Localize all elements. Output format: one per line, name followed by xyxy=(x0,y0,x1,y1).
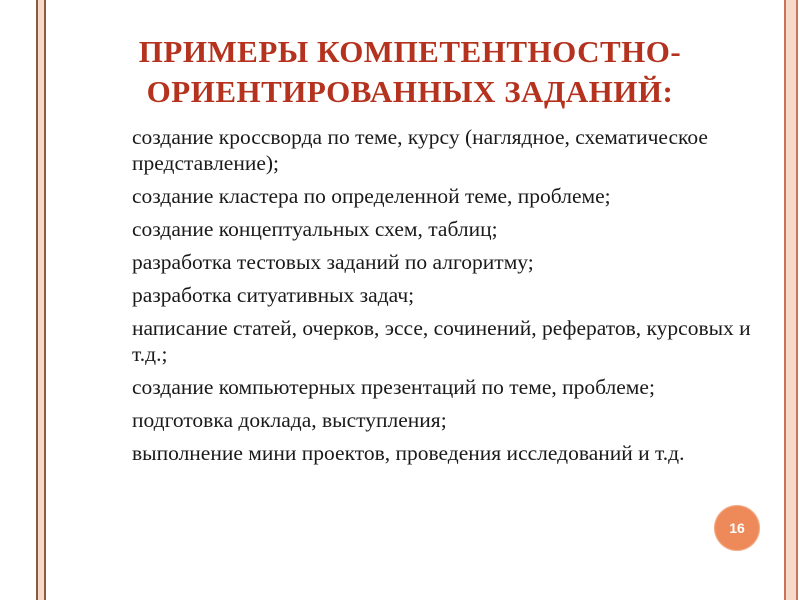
list-item-text: разработка тестовых заданий по алгоритму; xyxy=(132,250,534,274)
left-decorative-band xyxy=(36,0,46,600)
page-number-badge: 16 xyxy=(714,505,760,551)
list-item-text: создание концептуальных схем, таблиц; xyxy=(132,217,498,241)
right-decorative-band xyxy=(784,0,798,600)
list-item-text: написание статей, очерков, эссе, сочинений, рефератов, курсовых и т.д.; xyxy=(132,316,751,366)
list-item xyxy=(72,440,772,466)
slide-title: ПРИМЕРЫ КОМПЕТЕНТНОСТНО-ОРИЕНТИРОВАННЫХ ЗАДАНИЙ: xyxy=(138,34,682,109)
list-item-text: разработка ситуативных задач; xyxy=(132,283,415,307)
list-item-text: создание компьютерных презентаций по теме, проблеме; xyxy=(132,375,655,399)
list-item xyxy=(72,249,772,275)
list-item xyxy=(72,374,772,400)
list-item-text: выполнение мини проектов, проведения исследований и т.д. xyxy=(132,441,685,465)
list-item xyxy=(72,407,772,433)
list-item xyxy=(72,282,772,308)
bullet-list xyxy=(72,124,772,473)
list-item xyxy=(72,216,772,242)
list-item xyxy=(72,124,772,176)
list-item-text: подготовка доклада, выступления; xyxy=(132,408,447,432)
list-item-text: создание кроссворда по теме, курсу (наглядное, схематическое представление); xyxy=(132,125,708,175)
list-item-text: создание кластера по определенной теме, проблеме; xyxy=(132,184,611,208)
list-item xyxy=(72,315,772,367)
list-item xyxy=(72,183,772,209)
